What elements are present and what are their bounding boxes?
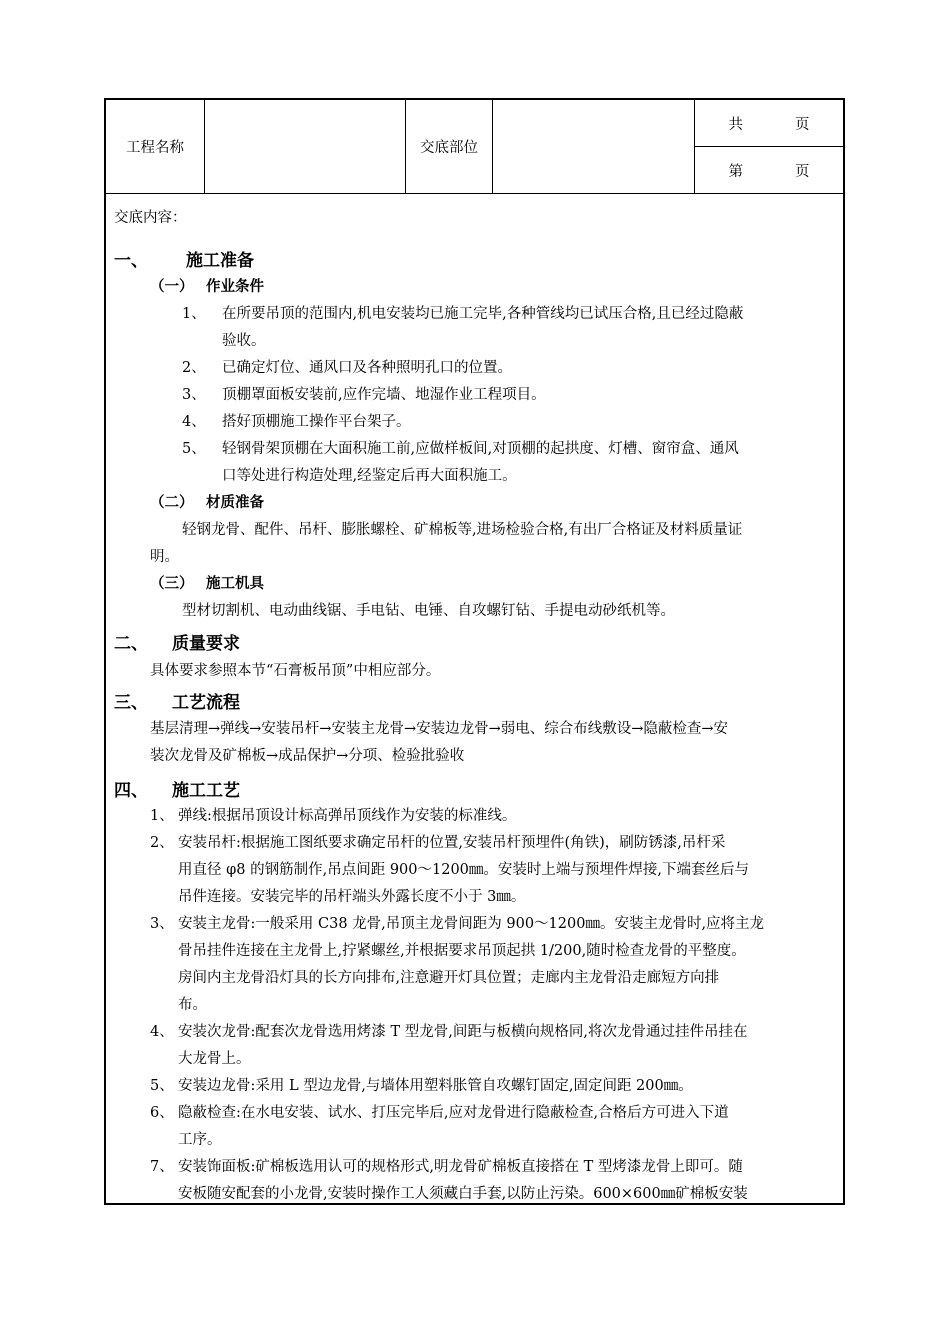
- list-item-line: 安装饰面板:矿棉板选用认可的规格形式,明龙骨矿棉板直接搭在 T 型烤漆龙骨上即可。随: [178, 1159, 743, 1175]
- content-label: 交底内容：: [114, 210, 187, 226]
- list-item-line: 弹线:根据吊顶设计标高弹吊顶线作为安装的标准线。: [178, 808, 517, 824]
- list-item-line: 房间内主龙骨沿灯具的长方向排布,注意避开灯具位置；走廊内主龙骨沿走廊短方向排: [178, 970, 720, 986]
- list-item-line: 大龙骨上。: [178, 1051, 251, 1067]
- paragraph-line: 明。: [150, 549, 179, 565]
- list-item-num: 6、: [150, 1105, 174, 1121]
- section-4-num: 四、: [114, 781, 148, 801]
- subsection-1-2-title: 材质准备: [206, 495, 264, 511]
- paragraph-line: 型材切割机、电动曲线锯、手电钻、电锤、自攻螺钉钻、手提电动砂纸机等。: [182, 603, 675, 619]
- total-pages-suffix: 页: [795, 116, 810, 133]
- section-4-title: 施工工艺: [172, 781, 240, 801]
- paragraph-line: 基层清理→弹线→安装吊杆→安装主龙骨→安装边龙骨→弱电、综合布线敷设→隐蔽检查→安: [150, 721, 729, 737]
- disclosure-form: [104, 98, 845, 1205]
- subsection-1-3-title: 施工机具: [206, 576, 264, 592]
- subsection-1-2-num: （二）: [150, 495, 194, 511]
- form-header: [106, 100, 843, 194]
- list-item-line: 搭好顶棚施工操作平台架子。: [222, 414, 411, 430]
- location-label: 交底部位: [420, 140, 478, 156]
- list-item-num: 4、: [150, 1024, 174, 1040]
- list-item-line: 顶棚罩面板安装前,应作完墙、地湿作业工程项目。: [222, 387, 546, 403]
- list-item-num: 1、: [150, 808, 174, 824]
- list-item-num: 2、: [182, 360, 206, 376]
- section-2-title: 质量要求: [172, 634, 240, 654]
- list-item-line: 工序。: [178, 1132, 222, 1148]
- list-item-line: 布。: [178, 997, 207, 1013]
- list-item-num: 5、: [182, 441, 206, 457]
- list-item-num: 5、: [150, 1078, 174, 1094]
- paragraph-line: 轻钢龙骨、配件、吊杆、膨胀螺栓、矿棉板等,进场检验合格,有出厂合格证及材料质量证: [182, 522, 743, 538]
- list-item-line: 安板随安配套的小龙骨,安装时操作工人须藏白手套,以防止污染。600×600㎜矿棉板安装: [178, 1186, 748, 1202]
- paragraph-line: 具体要求参照本节“石膏板吊顶”中相应部分。: [150, 663, 441, 679]
- section-1-title: 施工准备: [186, 251, 254, 271]
- list-item-line: 骨吊挂件连接在主龙骨上,拧紧螺丝,并根据要求吊顶起拱 1/200,随时检查龙骨的平整度。: [178, 943, 746, 959]
- list-item-num: 1、: [182, 306, 206, 322]
- subsection-1-1-num: （一）: [150, 279, 194, 295]
- paragraph-line: 装次龙骨及矿棉板→成品保护→分项、检验批验收: [150, 748, 465, 764]
- list-item-line: 验收。: [222, 333, 266, 349]
- list-item-num: 7、: [150, 1159, 174, 1175]
- section-2-num: 二、: [114, 634, 148, 654]
- total-pages-prefix: 共: [728, 116, 743, 133]
- list-item-num: 3、: [182, 387, 206, 403]
- total-pages: [695, 100, 843, 146]
- list-item-line: 吊件连接。安装完毕的吊杆端头外露长度不小于 3㎜。: [178, 889, 526, 905]
- project-name-label: 工程名称: [126, 140, 184, 156]
- list-item-line: 安装吊杆:根据施工图纸要求确定吊杆的位置,安装吊杆预埋件(角铁)，刷防锈漆,吊杆采: [178, 835, 726, 851]
- list-item-line: 安装主龙骨:一般采用 C38 龙骨,吊顶主龙骨间距为 900～1200㎜。安装主龙骨时,应将主龙: [178, 916, 765, 932]
- subsection-1-3-num: （三）: [150, 576, 194, 592]
- list-item-line: 隐蔽检查:在水电安装、试水、打压完毕后,应对龙骨进行隐蔽检查,合格后方可进入下道: [178, 1105, 729, 1121]
- list-item-num: 4、: [182, 414, 206, 430]
- section-1-num: 一、: [114, 251, 148, 271]
- list-item-num: 2、: [150, 835, 174, 851]
- disclosure-content: [106, 194, 843, 1205]
- project-name-value[interactable]: [205, 100, 405, 193]
- location-value[interactable]: [493, 100, 694, 193]
- subsection-1-1-title: 作业条件: [206, 279, 264, 295]
- list-item-line: 用直径 φ8 的钢筋制作,吊点间距 900～1200㎜。安装时上端与预埋件焊接,下端套丝后与: [178, 862, 749, 878]
- list-item-line: 在所要吊顶的范围内,机电安装均已施工完毕,各种管线均已试压合格,且已经过隐蔽: [222, 306, 744, 322]
- list-item-num: 3、: [150, 916, 174, 932]
- list-item-line: 口等处进行构造处理,经鉴定后再大面积施工。: [222, 468, 517, 484]
- list-item-line: 安装边龙骨:采用 L 型边龙骨,与墙体用塑料胀管自攻螺钉固定,固定间距 200㎜。: [178, 1078, 693, 1094]
- section-3-num: 三、: [114, 693, 148, 713]
- list-item-line: 轻钢骨架顶棚在大面积施工前,应做样板间,对顶棚的起拱度、灯槽、窗帘盒、通风: [222, 441, 739, 457]
- section-3-title: 工艺流程: [172, 693, 240, 713]
- list-item-line: 安装次龙骨:配套次龙骨选用烤漆 T 型龙骨,间距与板横向规格同,将次龙骨通过挂件吊挂在: [178, 1024, 748, 1040]
- page-prefix: 第: [728, 163, 743, 180]
- page-suffix: 页: [795, 163, 810, 180]
- list-item-line: 已确定灯位、通风口及各种照明孔口的位置。: [222, 360, 512, 376]
- page-number: [695, 147, 843, 193]
